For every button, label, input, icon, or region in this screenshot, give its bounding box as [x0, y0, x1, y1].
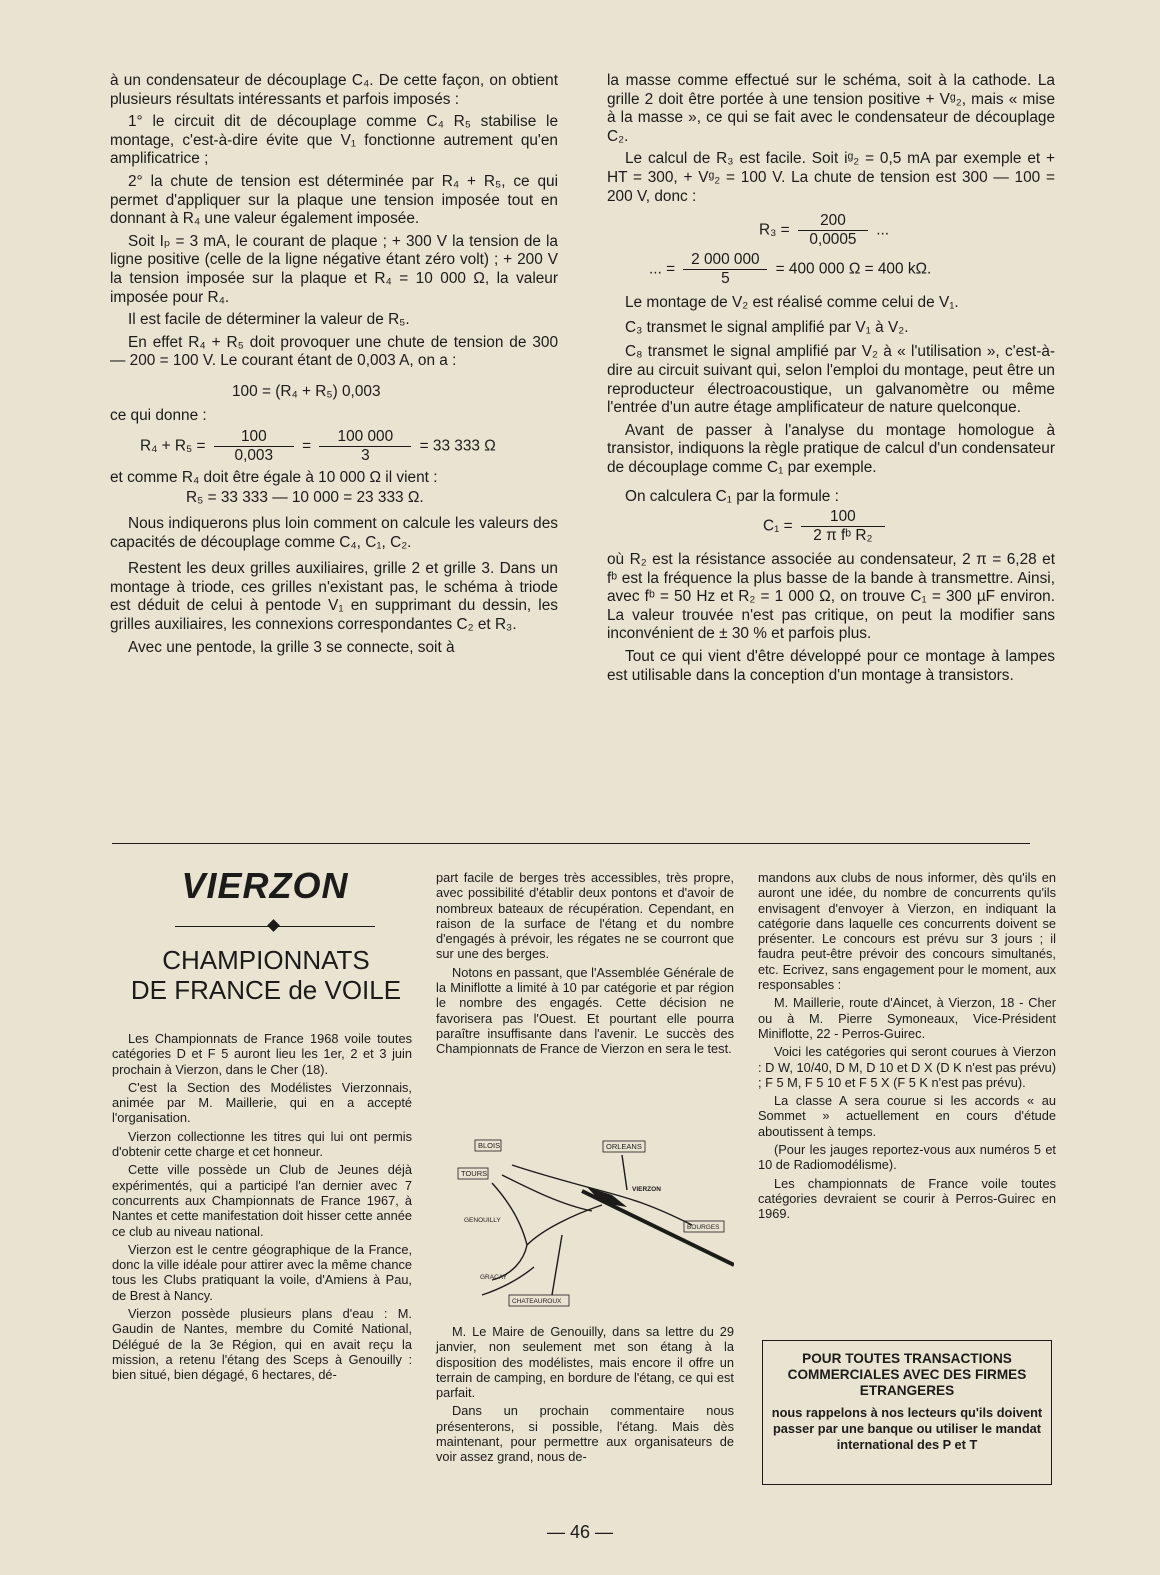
map-label-vierzon: VIERZON — [632, 1186, 661, 1193]
paragraph: la masse comme effectué sur le schéma, soit à la cathode. La grille 2 doit être portée à une tension positive + Vᵍ₂, mais « mise à la masse », ce qui se fait avec le condensateur de découplage C₂. — [607, 72, 1055, 145]
map-label-chateauroux: CHATEAUROUX — [512, 1298, 562, 1305]
paragraph: Tout ce qui vient d'être développé pour ce montage à lampes est utilisable dans la conception d'un montage à transistors. — [607, 648, 1055, 684]
paragraph: Dans un prochain commentaire nous présenterons, si possible, l'étang. Mais dès maintenant, pour permettre aux organisateurs de voir assez grand, nous de- — [436, 1403, 734, 1465]
equation — [110, 489, 558, 507]
paragraph: Vierzon est le centre géographique de la France, donc la ville idéale pour attirer avec la même chance tous les Clubs pratiquant la voile, d'Amiens à Pau, de Brest à Nancy. — [112, 1241, 412, 1303]
numerator: 100 000 — [337, 427, 394, 445]
article-column-1 — [112, 1031, 412, 1386]
paragraph: M. Le Maire de Genouilly, dans sa lettre du 29 janvier, non seulement met son étang à la disposition des modélistes, mais encore il offre un terrain de camping, en bordure de l'étang, ce qui est parfait. — [436, 1324, 734, 1401]
denominator: 5 — [683, 269, 767, 288]
subtitle-line: DE FRANCE de VOILE — [130, 975, 402, 1005]
paragraph: (Pour les jauges reportez-vous aux numéros 5 et 10 de Radiomodélisme). — [758, 1142, 1056, 1173]
paragraph: Nous indiquerons plus loin comment on calcule les valeurs des capacités de découplage comme C₄, C₁, C₂. — [110, 515, 558, 551]
fraction — [214, 428, 294, 465]
ellipsis: ... — [876, 221, 890, 239]
map-road — [622, 1155, 627, 1190]
fraction — [801, 508, 885, 545]
paragraph: Vierzon possède plusieurs plans d'eau : M. Gaudin de Nantes, membre du Comité National, Délégué de la 3e Région, qui en avait reçu la mission, a retenu l'étang des Sceps à Genouilly : bien situé, bien dégagé, 6 hectares, dé- — [112, 1306, 412, 1383]
article-title: VIERZON — [181, 865, 349, 906]
right-column — [607, 72, 1055, 689]
map-label-blois: BLOIS — [478, 1141, 501, 1150]
numerator: 2 000 000 — [691, 251, 760, 269]
equation-lhs: C₁ = — [763, 517, 793, 535]
paragraph: Il est facile de déterminer la valeur de R₅. — [128, 311, 410, 329]
equation-result: = 33 333 Ω — [419, 437, 496, 455]
equation — [607, 251, 1055, 288]
paragraph: Vierzon collectionne les titres qui lui ont permis d'obtenir cette charge et cet honneur. — [112, 1128, 412, 1160]
map-road — [482, 1267, 534, 1295]
paragraph: Le calcul de R₃ est facile. Soit iᵍ₂ = 0,5 mA par exemple et + HT = 300, + Vᵍ₂ = 100 V. La chute de tension est 300 — 100 = 200 V, donc : — [607, 150, 1055, 205]
page-number: — 46 — — [546, 1522, 614, 1542]
paragraph: Les Championnats de France 1968 voile toutes catégories D et F 5 auront lieu les 1er, 2 et 3 juin prochain à Vierzon, dans le Cher (18). — [112, 1031, 412, 1077]
fraction — [683, 251, 767, 288]
equation-lhs: ... = — [649, 260, 676, 278]
paragraph: Le montage de V₂ est réalisé comme celui de V₁. — [625, 294, 959, 312]
equation-result: = 400 000 Ω = 400 kΩ. — [775, 260, 932, 278]
denominator: 3 — [319, 446, 411, 465]
paragraph: C₃ transmet le signal amplifié par V₁ à V₂. — [625, 318, 909, 336]
equation — [110, 383, 558, 401]
left-column — [110, 72, 558, 661]
denominator: 0,0005 — [798, 230, 868, 249]
map-label-bourges: BOURGES — [687, 1224, 720, 1231]
equation — [607, 508, 1055, 545]
denominator: 0,003 — [214, 446, 294, 465]
paragraph: Restent les deux grilles auxiliaires, grille 2 et grille 3. Dans un montage à triode, ces grilles n'existant pas, le schéma à triode est déduit de celui à pentode V₁ en supprimant du dessin, les grilles auxiliaires, les connexions correspondantes C₂ et R₃. — [110, 560, 558, 634]
paragraph: à un condensateur de découplage C₄. De cette façon, on obtient plusieurs résultats intéressants et parfois imposés : — [110, 72, 558, 108]
paragraph: C₈ transmet le signal amplifié par V₂ à « l'utilisation », c'est-à-dire au circuit suivant qui, selon l'emploi du montage, peut être un reproducteur électroacoustique, un galvanomètre ou même l'entrée d'un autre étage amplificateur de nature quelconque. — [607, 343, 1055, 417]
map-label-orleans: ORLEANS — [606, 1142, 642, 1151]
fraction — [319, 428, 411, 465]
paragraph: Avec une pentode, la grille 3 se connecte, soit à — [128, 638, 455, 656]
paragraph: mandons aux clubs de nous informer, dès qu'ils en auront une idée, du nombre de concurrents qu'ils envisagent d'envoyer à Vierzon, en indiquant la catégorie dans laquelle ces concurrents doivent se présenter. Le concours est prévu sur 3 jours ; il faudra peut-être prévoir des concours simultanés, etc. Ecrivez, sans engagement pour le moment, aux responsables : — [758, 870, 1056, 993]
equation — [607, 212, 1055, 249]
notice-text: nous rappelons à nos lecteurs qu'ils doivent passer par une banque ou utiliser le mandat international des P et T — [771, 1405, 1043, 1452]
subtitle-line: CHAMPIONNATS — [162, 945, 370, 975]
equation-lhs: R₃ = — [759, 221, 790, 239]
equation-text: R₅ = 33 333 — 10 000 = 23 333 Ω. — [186, 489, 424, 507]
paragraph: On calculera C₁ par la formule : — [625, 487, 839, 505]
map-label-tours: TOURS — [461, 1169, 488, 1178]
map-road — [552, 1235, 562, 1295]
article-subtitle — [118, 945, 414, 1005]
numerator: 100 — [830, 508, 856, 526]
paragraph: Les championnats de France voile toutes catégories devraient se courir à Perros-Guirec en 1969. — [758, 1175, 1056, 1222]
paragraph: où R₂ est la résistance associée au condensateur, 2 π = 6,28 et fᵇ est la fréquence la plus basse de la bande à transmettre. Ainsi, avec fᵇ = 50 Hz et R₂ = 1 000 Ω, on trouve C₁ = 300 µF environ. La valeur trouvée n'est pas critique, on peut la modifier sans inconvénient de ± 30 % et parfois plus. — [607, 551, 1055, 643]
section-divider — [112, 843, 1030, 844]
map-label-gracay: GRACAY — [480, 1274, 507, 1281]
paragraph: Avant de passer à l'analyse du montage homologue à transistor, indiquons la règle pratique de calcul d'un condensateur de découplage comme C₁ par exemple. — [607, 421, 1055, 476]
paragraph: Voici les catégories qui seront courues à Vierzon : D W, 10/40, D M, D 10 et D X (D K n'est pas prévu) ; F 5 M, F 5 10 et F 5 X (F 5 K n'est pas prévu). — [758, 1044, 1056, 1090]
map-road — [492, 1183, 527, 1245]
location-map — [452, 1135, 734, 1315]
paragraph: Soit Iₚ = 3 mA, le courant de plaque ; + 300 V la tension de la ligne positive (celle de la ligne négative étant zéro volt) ; + 200 V la tension imposée sur la plaque et R₄ = 10 000 Ω, la valeur imposée pour R₄. — [110, 232, 558, 306]
paragraph: M. Maillerie, route d'Aincet, à Vierzon, 18 - Cher ou à M. Pierre Symoneaux, Vice-Président Miniflotte, 22 - Perros-Guirec. — [758, 995, 1056, 1041]
diamond-ornament-icon — [267, 919, 280, 932]
denominator: 2 π fᵇ R₂ — [801, 526, 885, 545]
paragraph: 2° la chute de tension est déterminée par R₄ + R₅, ce qui permet d'appliquer sur la plaque une tension imposée tout en donnant à R₄ une valeur également imposée. — [110, 172, 558, 228]
paragraph: Notons en passant, que l'Assemblée Générale de la Miniflotte a limité à 10 par catégorie et par région le nombre des engagés. Cette décision ne favorisera pas l'Ouest. Et pourtant elle pourra paraître insuffisante dans l'avenir. Le succès des Championnats de France de Vierzon en sera le test. — [436, 964, 734, 1057]
notice-title: POUR TOUTES TRANSACTIONS COMMERCIALES AVEC DES FIRMES ETRANGERES — [787, 1351, 1027, 1398]
paragraph: C'est la Section des Modélistes Vierzonnais, animée par M. Maillerie, qui en a accepté l'organisation. — [112, 1079, 412, 1126]
article-column-2 — [436, 870, 734, 1060]
paragraph: ce qui donne : — [110, 406, 207, 424]
map-road — [502, 1175, 592, 1211]
map-label-genouilly: GENOUILLY — [464, 1217, 501, 1224]
paragraph: 1° le circuit dit de découplage comme C₄ R₅ stabilise le montage, c'est-à-dire évite que V₁ fonctionne autrement qu'en amplificatrice ; — [110, 113, 558, 168]
notice-box — [762, 1340, 1052, 1485]
paragraph: La classe A sera courue si les accords « au Sommet » actuellement en cours d'étude aboutissent à temps. — [758, 1093, 1056, 1139]
equals-sign: = — [302, 437, 312, 455]
equation — [110, 428, 558, 465]
fraction — [798, 212, 868, 249]
paragraph: et comme R₄ doit être égale à 10 000 Ω il vient : — [110, 468, 438, 486]
numerator: 200 — [820, 212, 846, 230]
paragraph: En effet R₄ + R₅ doit provoquer une chute de tension de 300 — 200 = 100 V. Le courant étant de 0,003 A, on a : — [110, 333, 558, 370]
equation-lhs: R₄ + R₅ = — [140, 437, 206, 455]
numerator: 100 — [240, 427, 267, 445]
paragraph: part facile de berges très accessibles, très propre, avec possibilité d'établir deux pontons et d'avoir de nombreux bateaux de récupération. Cependant, en raison de la surface de l'étang et du nombre d'engagés à prévoir, les régates ne se courront que sur une des berges. — [436, 870, 734, 962]
paragraph: Cette ville possède un Club de Jeunes déjà expérimentés, qui a participé l'an dernier avec 7 concurrents aux Championnats de France 1967, à Nantes et cette manifestation doit hisser cette année ce club au niveau national. — [112, 1162, 412, 1239]
article-column-3 — [758, 870, 1056, 1225]
equation-text: 100 = (R₄ + R₅) 0,003 — [232, 382, 381, 400]
article-column-2-lower — [436, 1324, 734, 1468]
